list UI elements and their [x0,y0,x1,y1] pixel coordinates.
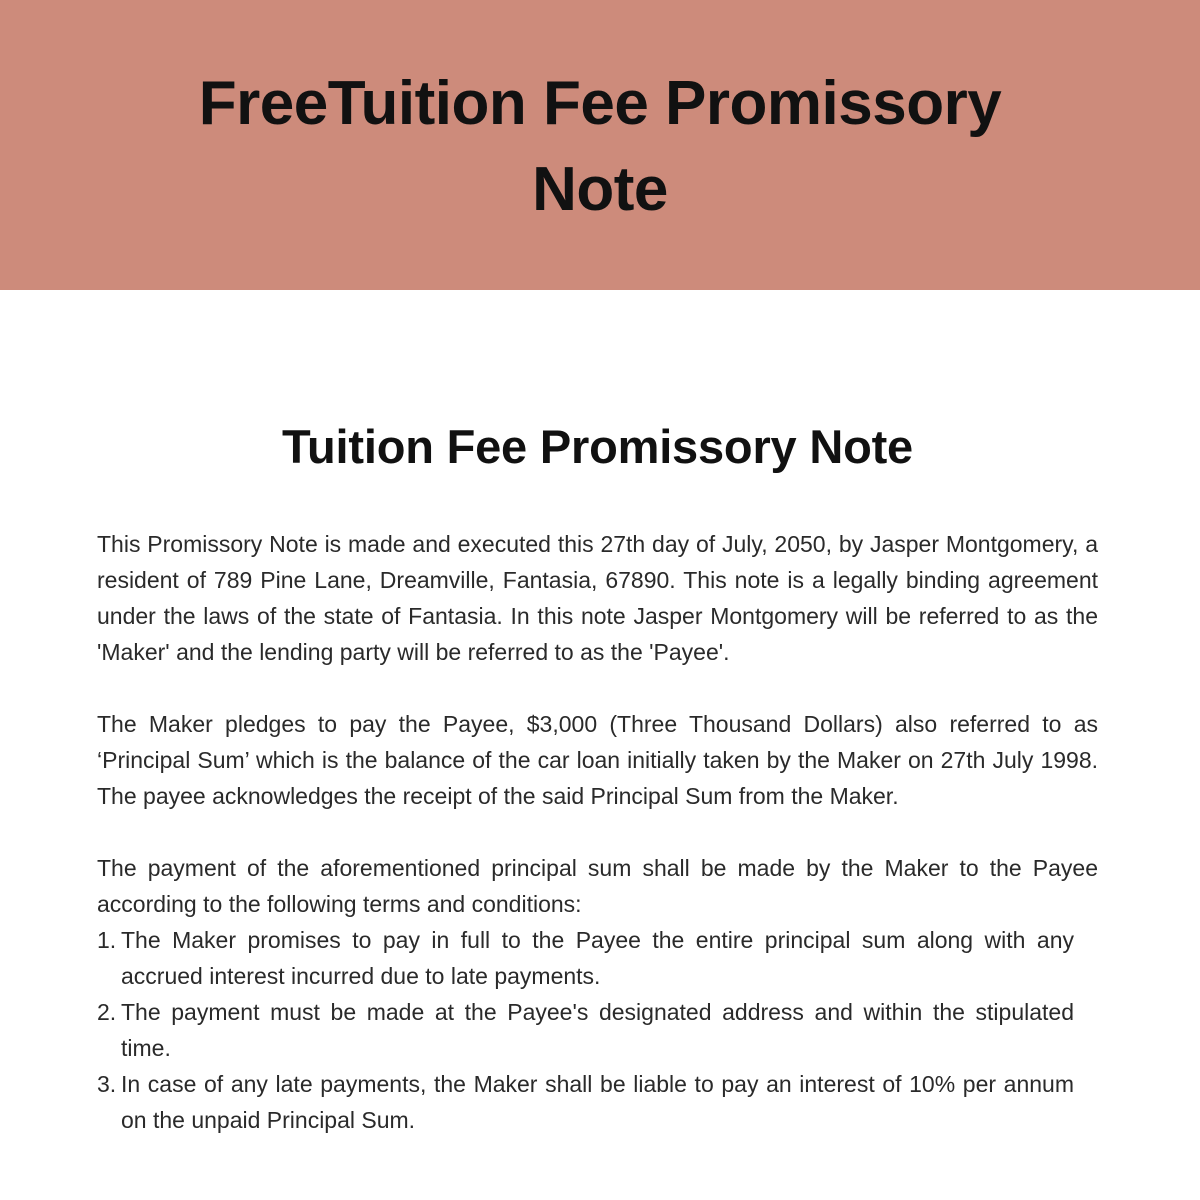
term-number: 2. [97,999,117,1025]
terms-list-item [97,1066,1098,1138]
term-number: 1. [97,927,117,953]
terms-intro-paragraph: The payment of the aforementioned principal sum shall be made by the Maker to the Payee according to the following terms and conditions: [97,855,1098,917]
terms-list-item [97,922,1098,994]
term-number: 3. [97,1071,117,1097]
document-title: Tuition Fee Promissory Note [282,420,913,473]
terms-list-item [97,994,1098,1066]
terms-list [97,922,1098,1138]
document-body [97,418,1098,1138]
term-text: In case of any late payments, the Maker shall be liable to pay an interest of 10% per annum on the unpaid Principal Sum. [121,1071,1074,1133]
intro-paragraph: This Promissory Note is made and executed this 27th day of July, 2050, by Jasper Montgomery, a resident of 789 Pine Lane, Dreamville, Fantasia, 67890. This note is a legally binding agreement under the laws of the state of Fantasia. In this note Jasper Montgomery will be referred to as the 'Maker' and the lending party will be referred to as the 'Payee'. [97,531,1098,665]
header-banner [0,0,1200,290]
term-text: The Maker promises to pay in full to the Payee the entire principal sum along with any accrued interest incurred due to late payments. [121,927,1074,989]
term-text: The payment must be made at the Payee's designated address and within the stipulated time. [121,999,1074,1061]
banner-title: FreeTuition Fee Promissory Note [198,69,1002,224]
principal-paragraph: The Maker pledges to pay the Payee, $3,000 (Three Thousand Dollars) also referred to as ‘Principal Sum’ which is the balance of the car loan initially taken by the Maker on 27th July 1998. The payee acknowledges the receipt of the said Principal Sum from the Maker. [97,711,1098,809]
